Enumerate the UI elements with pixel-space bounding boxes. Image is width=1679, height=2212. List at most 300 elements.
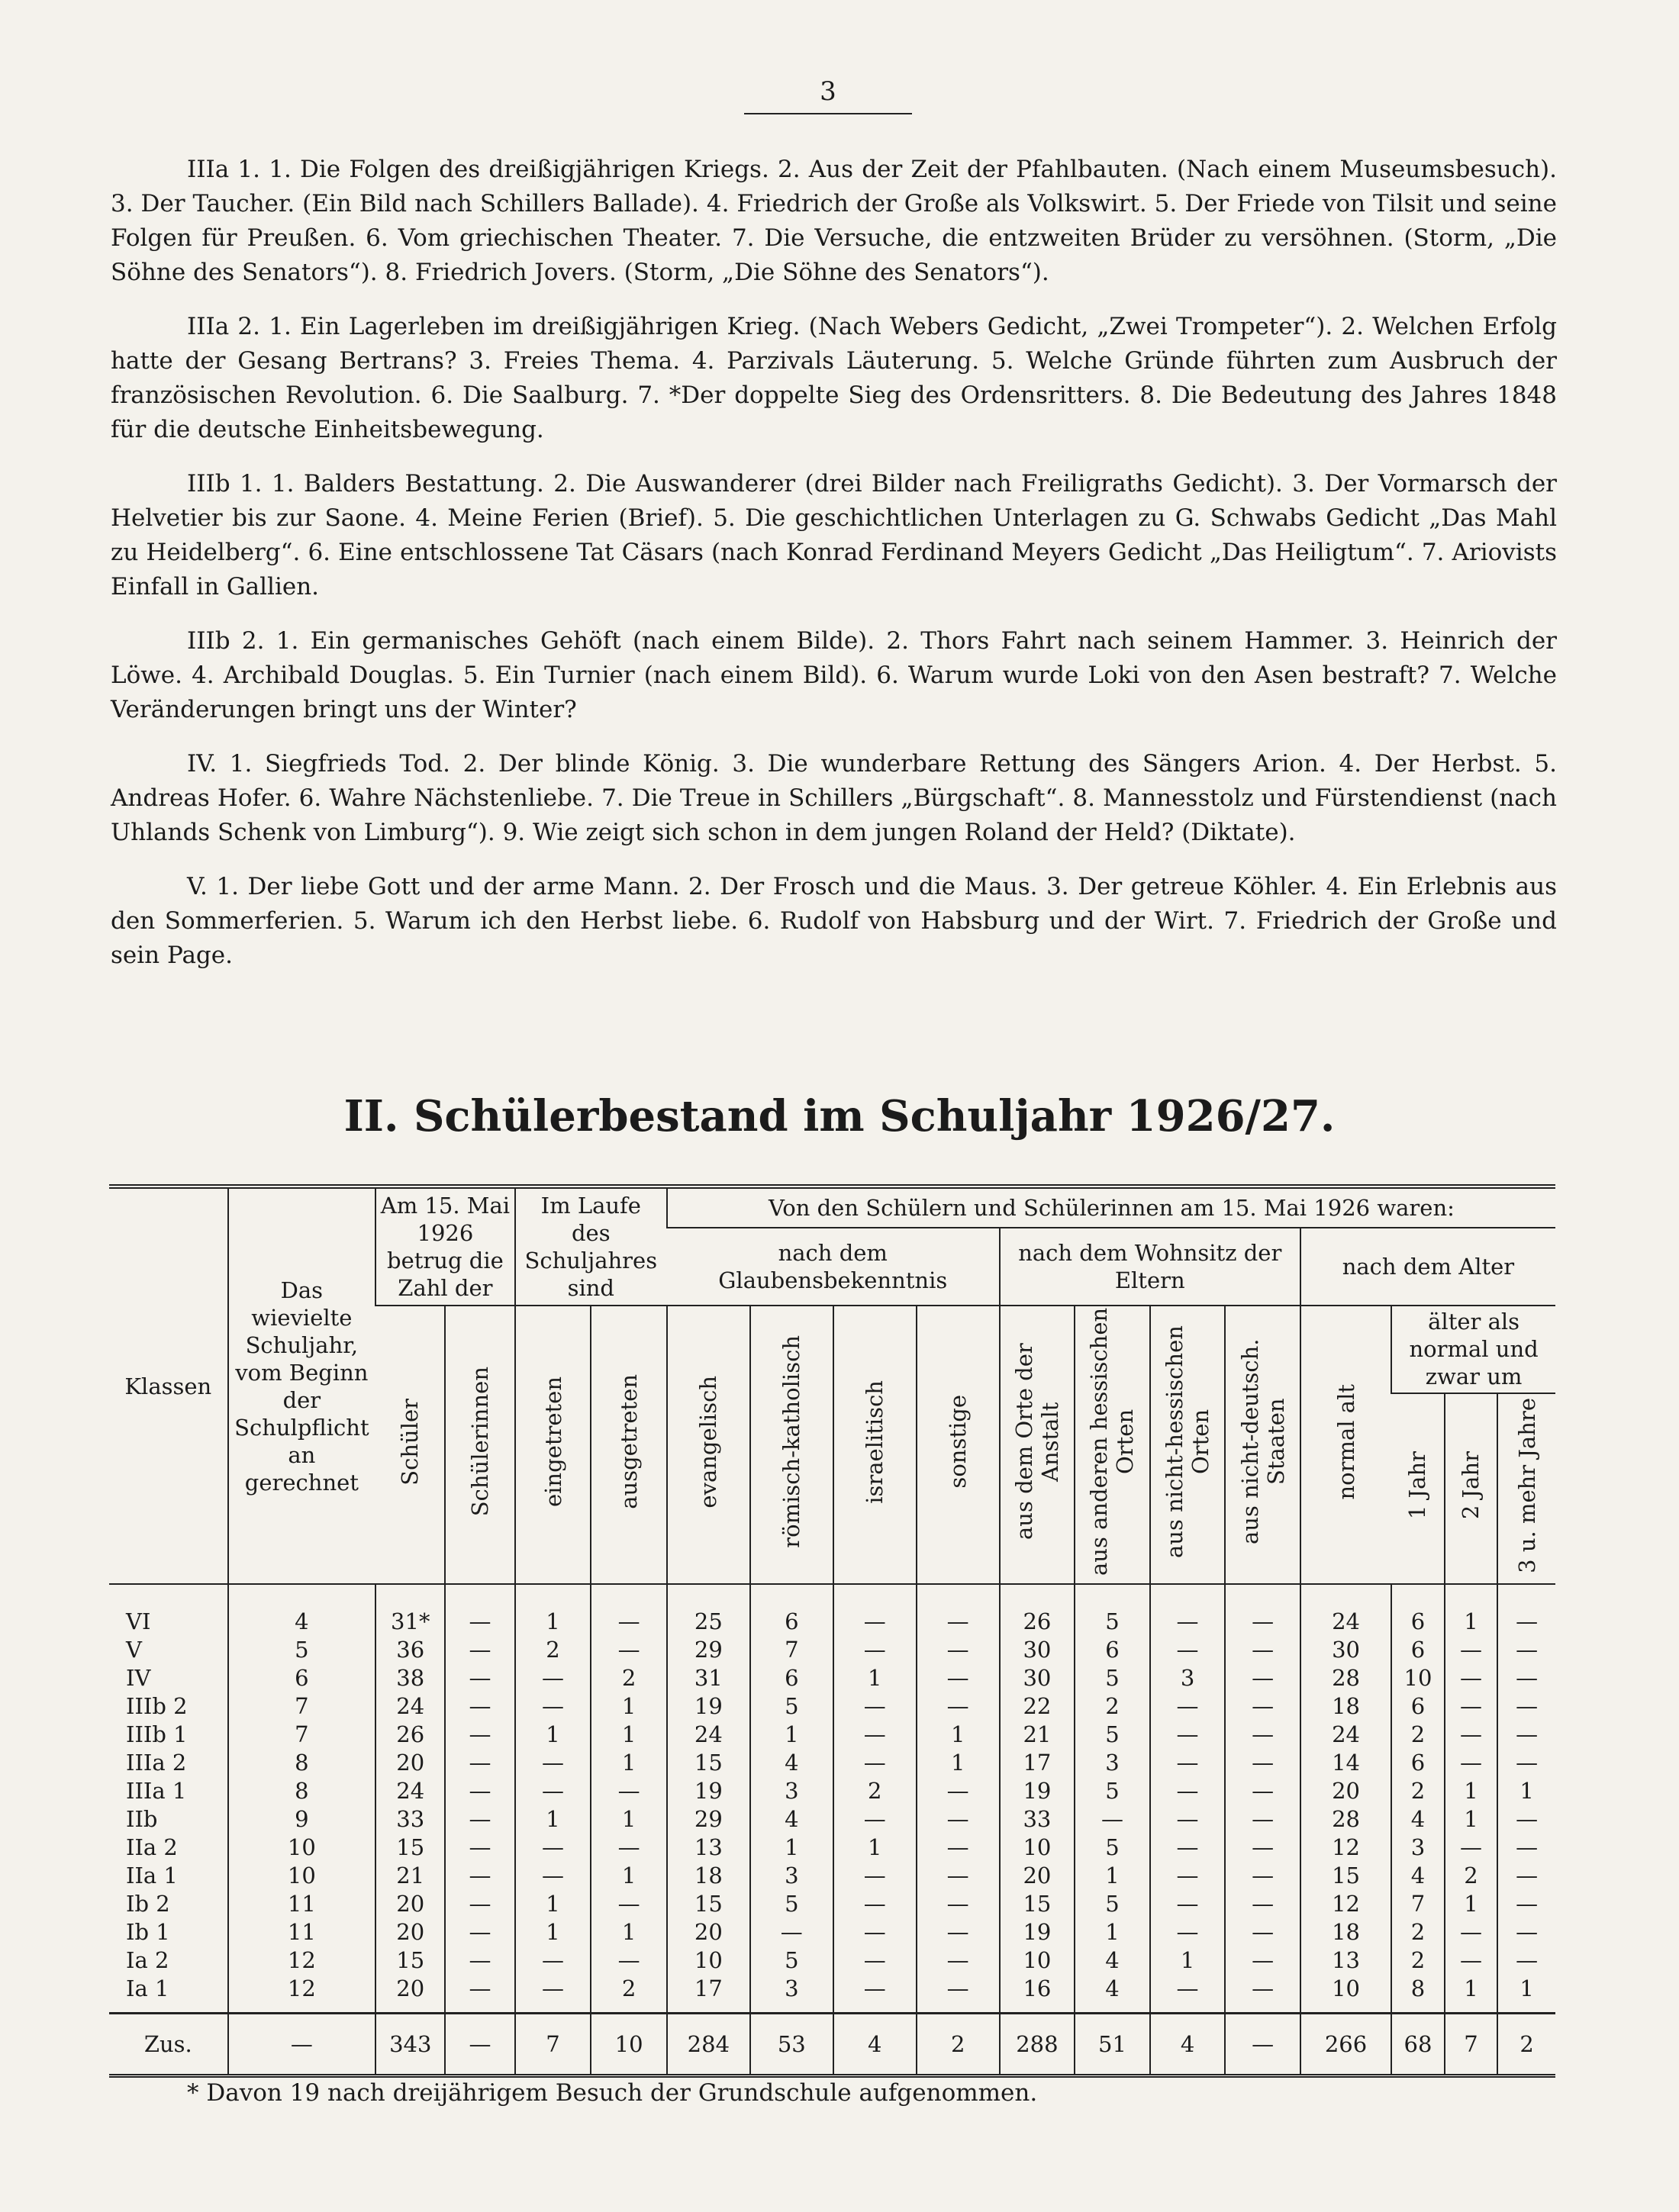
value-cell: 1 — [591, 1749, 667, 1777]
value-cell: — — [1497, 1862, 1555, 1890]
value-cell: 20 — [375, 1749, 445, 1777]
value-cell: 15 — [1300, 1862, 1391, 1890]
value-cell: 6 — [1391, 1584, 1445, 1636]
value-cell: — — [1225, 1805, 1300, 1834]
value-cell: 1 — [1075, 1918, 1150, 1946]
total-cell: 4 — [1150, 2014, 1226, 2076]
header-nicht-deutsche: aus nicht-deutsch. Staaten — [1225, 1306, 1300, 1584]
value-cell: — — [1150, 1890, 1226, 1918]
value-cell: — — [833, 1890, 917, 1918]
table-row — [109, 1834, 1555, 1862]
total-cell: 266 — [1300, 2014, 1391, 2076]
value-cell: 5 — [750, 1890, 833, 1918]
value-cell: — — [917, 1636, 1000, 1664]
value-cell: 11 — [228, 1890, 375, 1918]
class-cell: IIa 2 — [126, 1834, 178, 1860]
value-cell: — — [445, 1862, 514, 1890]
value-cell: 4 — [1391, 1862, 1445, 1890]
value-cell: — — [1225, 1918, 1300, 1946]
value-cell: 9 — [228, 1805, 375, 1834]
value-cell: 18 — [1300, 1918, 1391, 1946]
value-cell: 5 — [1075, 1890, 1150, 1918]
value-cell: — — [1150, 1918, 1226, 1946]
value-cell: 30 — [1000, 1664, 1075, 1692]
value-cell: 6 — [750, 1664, 833, 1692]
value-cell: — — [1225, 1664, 1300, 1692]
essay-paragraph: V. 1. Der liebe Gott und der arme Mann. 2. Der Frosch und die Maus. 3. Der getreue Köhler. 4. Ein Erlebnis aus den Sommerferien. 5. Warum ich den Herbst liebe. 6. Rudolf von Habsburg und der Wirt. 7. Friedrich der Große und sein Page. — [111, 873, 1557, 969]
value-cell: 5 — [1075, 1721, 1150, 1749]
value-cell: — — [1445, 1749, 1498, 1777]
value-cell: — — [833, 1749, 917, 1777]
value-cell: — — [445, 1584, 514, 1636]
footnote: * Davon 19 nach dreijährigem Besuch der Grundschule aufgenommen. — [187, 2079, 1038, 2107]
value-cell: 13 — [667, 1834, 750, 1862]
total-cell: 53 — [750, 2014, 833, 2076]
value-cell: — — [1150, 1721, 1226, 1749]
value-cell: — — [1497, 1749, 1555, 1777]
value-cell: 15 — [667, 1749, 750, 1777]
class-cell: IIIa 1 — [126, 1778, 187, 1804]
value-cell: — — [1150, 1584, 1226, 1636]
class-cell: VI — [126, 1608, 151, 1634]
value-cell: 20 — [375, 1918, 445, 1946]
value-cell: 5 — [1075, 1584, 1150, 1636]
value-cell: 4 — [228, 1584, 375, 1636]
value-cell: 19 — [667, 1777, 750, 1805]
value-cell: 1 — [515, 1584, 591, 1636]
value-cell: — — [515, 1777, 591, 1805]
total-cell: — — [1225, 2014, 1300, 2076]
value-cell: 7 — [750, 1636, 833, 1664]
value-cell: — — [591, 1890, 667, 1918]
value-cell: 17 — [1000, 1749, 1075, 1777]
total-label: Zus. — [109, 2014, 228, 2076]
class-cell: Ia 2 — [126, 1947, 169, 1973]
value-cell: 31* — [375, 1584, 445, 1636]
value-cell: 1 — [515, 1918, 591, 1946]
value-cell: 3 — [750, 1975, 833, 2014]
value-cell: — — [833, 1918, 917, 1946]
table-body — [109, 1584, 1555, 2014]
value-cell: 1 — [1075, 1862, 1150, 1890]
value-cell: 1 — [515, 1721, 591, 1749]
value-cell: — — [515, 1862, 591, 1890]
header-katholisch: römisch-katholisch — [750, 1306, 833, 1584]
value-cell: 17 — [667, 1975, 750, 2014]
value-cell: 2 — [591, 1975, 667, 2014]
value-cell: — — [445, 1721, 514, 1749]
value-cell: — — [1225, 1777, 1300, 1805]
value-cell: 20 — [1000, 1862, 1075, 1890]
value-cell: 6 — [750, 1584, 833, 1636]
value-cell: 5 — [1075, 1777, 1150, 1805]
table-row — [109, 1890, 1555, 1918]
header-2-jahr: 2 Jahr — [1445, 1393, 1498, 1584]
essay-topics — [111, 153, 1557, 993]
value-cell: 19 — [1000, 1777, 1075, 1805]
value-cell: 8 — [228, 1749, 375, 1777]
value-cell: — — [917, 1777, 1000, 1805]
header-ausgetreten: ausgetreten — [591, 1306, 667, 1584]
value-cell: 4 — [1075, 1946, 1150, 1975]
value-cell: 19 — [1000, 1918, 1075, 1946]
essay-paragraph: IIIb 2. 1. Ein germanisches Gehöft (nach einem Bilde). 2. Thors Fahrt nach seinem Hammer. 3. Heinrich der Löwe. 4. Archibald Douglas. 5. Ein Turnier (nach einem Bild). 6. Warum wurde Loki von den Asen bestraft? 7. Welche Veränderungen bringt uns der Winter? — [111, 627, 1557, 723]
header-klassen: Klassen — [109, 1186, 228, 1584]
header-schuelerinnen: Schülerinnen — [445, 1306, 514, 1584]
value-cell: 1 — [591, 1862, 667, 1890]
header-alter: nach dem Alter — [1300, 1228, 1555, 1306]
value-cell: — — [515, 1692, 591, 1721]
value-cell: 4 — [750, 1749, 833, 1777]
table-row — [109, 1584, 1555, 1636]
value-cell: 21 — [375, 1862, 445, 1890]
value-cell: 28 — [1300, 1805, 1391, 1834]
value-cell: 1 — [1445, 1805, 1498, 1834]
value-cell: 36 — [375, 1636, 445, 1664]
value-cell: — — [833, 1805, 917, 1834]
value-cell: 33 — [375, 1805, 445, 1834]
value-cell: 5 — [750, 1946, 833, 1975]
header-schuljahr: Das wievielte Schuljahr, vom Beginn der Schulpflicht an gerechnet — [228, 1186, 375, 1584]
value-cell: — — [445, 1918, 514, 1946]
value-cell: 1 — [917, 1749, 1000, 1777]
header-am-mai: Am 15. Mai 1926 betrug die Zahl der — [375, 1186, 515, 1306]
value-cell: 22 — [1000, 1692, 1075, 1721]
value-cell: 4 — [1075, 1975, 1150, 2014]
value-cell: 6 — [1391, 1749, 1445, 1777]
table-row — [109, 1862, 1555, 1890]
value-cell: — — [1150, 1862, 1226, 1890]
header-schueler: Schüler — [375, 1306, 445, 1584]
value-cell: 24 — [667, 1721, 750, 1749]
header-1-jahr: 1 Jahr — [1391, 1393, 1445, 1584]
class-cell: Ia 1 — [126, 1975, 169, 2001]
value-cell: 19 — [667, 1692, 750, 1721]
value-cell: 4 — [750, 1805, 833, 1834]
value-cell: 11 — [228, 1918, 375, 1946]
table-row — [109, 1664, 1555, 1692]
value-cell: 7 — [228, 1692, 375, 1721]
value-cell: 12 — [228, 1975, 375, 2014]
value-cell: 5 — [750, 1692, 833, 1721]
value-cell: — — [917, 1862, 1000, 1890]
value-cell: — — [1225, 1749, 1300, 1777]
value-cell: 6 — [1075, 1636, 1150, 1664]
student-statistics-table — [109, 1184, 1555, 2078]
value-cell: — — [1445, 1636, 1498, 1664]
value-cell: — — [1497, 1918, 1555, 1946]
class-cell: IV — [126, 1665, 151, 1691]
value-cell: — — [1445, 1664, 1498, 1692]
value-cell: 30 — [1000, 1636, 1075, 1664]
value-cell: 14 — [1300, 1749, 1391, 1777]
value-cell: — — [750, 1918, 833, 1946]
value-cell: 29 — [667, 1805, 750, 1834]
value-cell: 2 — [1391, 1777, 1445, 1805]
value-cell: 16 — [1000, 1975, 1075, 2014]
value-cell: 5 — [1075, 1834, 1150, 1862]
value-cell: 2 — [1075, 1692, 1150, 1721]
value-cell: 12 — [1300, 1834, 1391, 1862]
value-cell: — — [833, 1636, 917, 1664]
table-row — [109, 1636, 1555, 1664]
value-cell: 1 — [1445, 1890, 1498, 1918]
value-cell: 20 — [667, 1918, 750, 1946]
value-cell: 8 — [228, 1777, 375, 1805]
header-sonstige: sonstige — [917, 1306, 1000, 1584]
value-cell: 1 — [833, 1834, 917, 1862]
value-cell: — — [445, 1890, 514, 1918]
value-cell: — — [1497, 1584, 1555, 1636]
value-cell: — — [917, 1975, 1000, 2014]
value-cell: — — [445, 1975, 514, 2014]
value-cell: — — [1445, 1946, 1498, 1975]
value-cell: 6 — [1391, 1636, 1445, 1664]
table-row — [109, 1692, 1555, 1721]
value-cell: — — [1225, 1862, 1300, 1890]
value-cell: — — [1225, 1692, 1300, 1721]
value-cell: — — [917, 1692, 1000, 1721]
header-andere-hessische: aus anderen hessischen Orten — [1075, 1306, 1150, 1584]
value-cell: — — [1225, 1834, 1300, 1862]
value-cell: 2 — [1391, 1946, 1445, 1975]
value-cell: — — [1445, 1918, 1498, 1946]
value-cell: 10 — [1300, 1975, 1391, 2014]
value-cell: — — [833, 1584, 917, 1636]
value-cell: — — [1445, 1834, 1498, 1862]
value-cell: — — [445, 1946, 514, 1975]
value-cell: 8 — [1391, 1975, 1445, 2014]
value-cell: 4 — [1391, 1805, 1445, 1834]
value-cell: — — [591, 1834, 667, 1862]
value-cell: 10 — [1391, 1664, 1445, 1692]
table-row — [109, 1918, 1555, 1946]
value-cell: — — [1150, 1692, 1226, 1721]
total-cell: 7 — [1445, 2014, 1498, 2076]
value-cell: 12 — [228, 1946, 375, 1975]
value-cell: — — [445, 1777, 514, 1805]
total-cell: 288 — [1000, 2014, 1075, 2076]
value-cell: — — [917, 1890, 1000, 1918]
value-cell: — — [833, 1946, 917, 1975]
header-nicht-hessische: aus nicht-hessischen Orten — [1150, 1306, 1226, 1584]
value-cell: 10 — [228, 1862, 375, 1890]
header-im-laufe: Im Laufe des Schuljahres sind — [515, 1186, 667, 1306]
value-cell: — — [445, 1636, 514, 1664]
total-row — [109, 2014, 1555, 2076]
total-cell: 7 — [515, 2014, 591, 2076]
value-cell: 7 — [228, 1721, 375, 1749]
class-cell: IIIb 2 — [126, 1693, 188, 1719]
value-cell: 1 — [591, 1721, 667, 1749]
class-cell: IIIa 2 — [126, 1750, 187, 1776]
value-cell: 15 — [375, 1834, 445, 1862]
value-cell: — — [1497, 1636, 1555, 1664]
value-cell: — — [1150, 1636, 1226, 1664]
value-cell: 15 — [375, 1946, 445, 1975]
essay-paragraph: IIIa 1. 1. Die Folgen des dreißigjährigen Kriegs. 2. Aus der Zeit der Pfahlbauten. (Nach einem Museumsbesuch). 3. Der Taucher. (Ein Bild nach Schillers Ballade). 4. Friedrich der Große als Volkswirt. 5. Der Friede von Tilsit und seine Folgen für Preußen. 6. Vom griechischen Theater. 7. Die Versuche, die entzweiten Brüder zu versöhnen. (Storm, „Die Söhne des Senators“). 8. Friedrich Jovers. (Storm, „Die Söhne des Senators“). — [111, 156, 1557, 286]
value-cell: 2 — [1391, 1721, 1445, 1749]
table-row — [109, 1777, 1555, 1805]
value-cell: — — [1150, 1834, 1226, 1862]
value-cell: 33 — [1000, 1805, 1075, 1834]
value-cell: 1 — [1497, 1975, 1555, 2014]
value-cell: — — [1497, 1692, 1555, 1721]
total-cell: 284 — [667, 2014, 750, 2076]
value-cell: 24 — [1300, 1584, 1391, 1636]
value-cell: 1 — [591, 1692, 667, 1721]
value-cell: — — [1150, 1777, 1226, 1805]
value-cell: 1 — [515, 1805, 591, 1834]
value-cell: — — [917, 1584, 1000, 1636]
value-cell: — — [1445, 1721, 1498, 1749]
page-number: 3 — [744, 76, 912, 114]
value-cell: 2 — [1391, 1918, 1445, 1946]
value-cell: — — [833, 1975, 917, 2014]
value-cell: 18 — [1300, 1692, 1391, 1721]
value-cell: — — [833, 1692, 917, 1721]
essay-paragraph: IIIa 2. 1. Ein Lagerleben im dreißigjährigen Krieg. (Nach Webers Gedicht, „Zwei Trompeter“). 2. Welchen Erfolg hatte der Gesang Bertrans? 3. Freies Thema. 4. Parzivals Läuterung. 5. Welche Gründe führten zum Ausbruch der französischen Revolution. 6. Die Saalburg. 7. *Der doppelte Sieg des Ordensritters. 8. Die Bedeutung des Jahres 1848 für die deutsche Einheitsbewegung. — [111, 313, 1557, 443]
value-cell: 1 — [1150, 1946, 1226, 1975]
value-cell: 38 — [375, 1664, 445, 1692]
class-cell: IIa 1 — [126, 1863, 178, 1888]
value-cell: — — [1497, 1834, 1555, 1862]
total-cell: 343 — [375, 2014, 445, 2076]
value-cell: — — [515, 1664, 591, 1692]
value-cell: — — [445, 1664, 514, 1692]
value-cell: 29 — [667, 1636, 750, 1664]
value-cell: — — [917, 1834, 1000, 1862]
table-row — [109, 1721, 1555, 1749]
total-cell: — — [228, 2014, 375, 2076]
value-cell: — — [591, 1584, 667, 1636]
value-cell: — — [1150, 1975, 1226, 2014]
header-ort: aus dem Orte der Anstalt — [1000, 1306, 1075, 1584]
value-cell: 26 — [375, 1721, 445, 1749]
section-title: II. Schülerbestand im Schuljahr 1926/27. — [343, 1091, 1336, 1141]
value-cell: 1 — [591, 1918, 667, 1946]
class-cell: IIb — [126, 1806, 158, 1832]
value-cell: — — [515, 1749, 591, 1777]
value-cell: — — [1225, 1975, 1300, 2014]
value-cell: — — [833, 1862, 917, 1890]
value-cell: 1 — [750, 1721, 833, 1749]
header-normal-alt: normal alt — [1300, 1306, 1391, 1584]
value-cell: — — [917, 1946, 1000, 1975]
table-row — [109, 1946, 1555, 1975]
header-glaube: nach dem Glaubensbekenntnis — [667, 1228, 1000, 1306]
class-cell: V — [126, 1637, 142, 1663]
value-cell: 15 — [1000, 1890, 1075, 1918]
value-cell: — — [1497, 1721, 1555, 1749]
value-cell: — — [445, 1834, 514, 1862]
value-cell: 5 — [228, 1636, 375, 1664]
value-cell: 1 — [1497, 1777, 1555, 1805]
value-cell: — — [1225, 1584, 1300, 1636]
value-cell: 2 — [1445, 1862, 1498, 1890]
value-cell: 3 — [750, 1777, 833, 1805]
total-cell: 4 — [833, 2014, 917, 2076]
essay-paragraph: IIIb 1. 1. Balders Bestattung. 2. Die Auswanderer (drei Bilder nach Freiligraths Gedicht). 3. Der Vormarsch der Helvetier bis zur Saone. 4. Meine Ferien (Brief). 5. Die geschichtlichen Unterlagen zu G. Schwabs Gedicht „Das Mahl zu Heidelberg“. 6. Eine entschlossene Tat Cäsars (nach Konrad Ferdinand Meyers Gedicht „Das Heiligtum“. 7. Ariovists Einfall in Gallien. — [111, 470, 1557, 600]
value-cell: — — [515, 1946, 591, 1975]
header-von-den: Von den Schülern und Schülerinnen am 15. Mai 1926 waren: — [667, 1186, 1555, 1228]
class-cell: Ib 2 — [126, 1891, 170, 1917]
value-cell: — — [515, 1834, 591, 1862]
value-cell: 5 — [1075, 1664, 1150, 1692]
header-aelter: älter als normal und zwar um — [1391, 1306, 1555, 1393]
value-cell: 10 — [1000, 1946, 1075, 1975]
value-cell: — — [1445, 1692, 1498, 1721]
value-cell: 6 — [228, 1664, 375, 1692]
value-cell: 1 — [917, 1721, 1000, 1749]
header-3-jahre: 3 u. mehr Jahre — [1497, 1393, 1555, 1584]
value-cell: 20 — [1300, 1777, 1391, 1805]
value-cell: 3 — [1150, 1664, 1226, 1692]
value-cell: — — [1497, 1664, 1555, 1692]
value-cell: 15 — [667, 1890, 750, 1918]
header-eingetreten: eingetreten — [515, 1306, 591, 1584]
value-cell: — — [591, 1636, 667, 1664]
total-cell: — — [445, 2014, 514, 2076]
value-cell: 31 — [667, 1664, 750, 1692]
value-cell: 2 — [591, 1664, 667, 1692]
value-cell: 10 — [228, 1834, 375, 1862]
value-cell: — — [1225, 1890, 1300, 1918]
value-cell: — — [591, 1946, 667, 1975]
value-cell: — — [1497, 1946, 1555, 1975]
value-cell: — — [515, 1975, 591, 2014]
value-cell: 6 — [1391, 1692, 1445, 1721]
value-cell: 13 — [1300, 1946, 1391, 1975]
value-cell: 10 — [667, 1946, 750, 1975]
value-cell: — — [1497, 1805, 1555, 1834]
value-cell: 24 — [375, 1777, 445, 1805]
value-cell: 1 — [1445, 1777, 1498, 1805]
header-evangelisch: evangelisch — [667, 1306, 750, 1584]
value-cell: 1 — [591, 1805, 667, 1834]
value-cell: 12 — [1300, 1890, 1391, 1918]
total-cell: 51 — [1075, 2014, 1150, 2076]
value-cell: 20 — [375, 1890, 445, 1918]
class-cell: Ib 1 — [126, 1919, 170, 1945]
value-cell: — — [445, 1749, 514, 1777]
value-cell: 21 — [1000, 1721, 1075, 1749]
table-row — [109, 1975, 1555, 2014]
value-cell: — — [1497, 1890, 1555, 1918]
total-cell: 2 — [917, 2014, 1000, 2076]
value-cell: — — [917, 1664, 1000, 1692]
value-cell: 2 — [833, 1777, 917, 1805]
total-cell: 2 — [1497, 2014, 1555, 2076]
value-cell: — — [1075, 1805, 1150, 1834]
value-cell: — — [1150, 1749, 1226, 1777]
value-cell: 1 — [1445, 1975, 1498, 2014]
value-cell: 10 — [1000, 1834, 1075, 1862]
value-cell: — — [917, 1805, 1000, 1834]
value-cell: 20 — [375, 1975, 445, 2014]
table-row — [109, 1749, 1555, 1777]
total-cell: 10 — [591, 2014, 667, 2076]
value-cell: 3 — [1075, 1749, 1150, 1777]
value-cell: — — [917, 1918, 1000, 1946]
value-cell: — — [591, 1777, 667, 1805]
value-cell: — — [445, 1805, 514, 1834]
value-cell: 1 — [1445, 1584, 1498, 1636]
value-cell: 3 — [750, 1862, 833, 1890]
header-israelitisch: israelitisch — [833, 1306, 917, 1584]
value-cell: — — [1225, 1721, 1300, 1749]
value-cell: 18 — [667, 1862, 750, 1890]
